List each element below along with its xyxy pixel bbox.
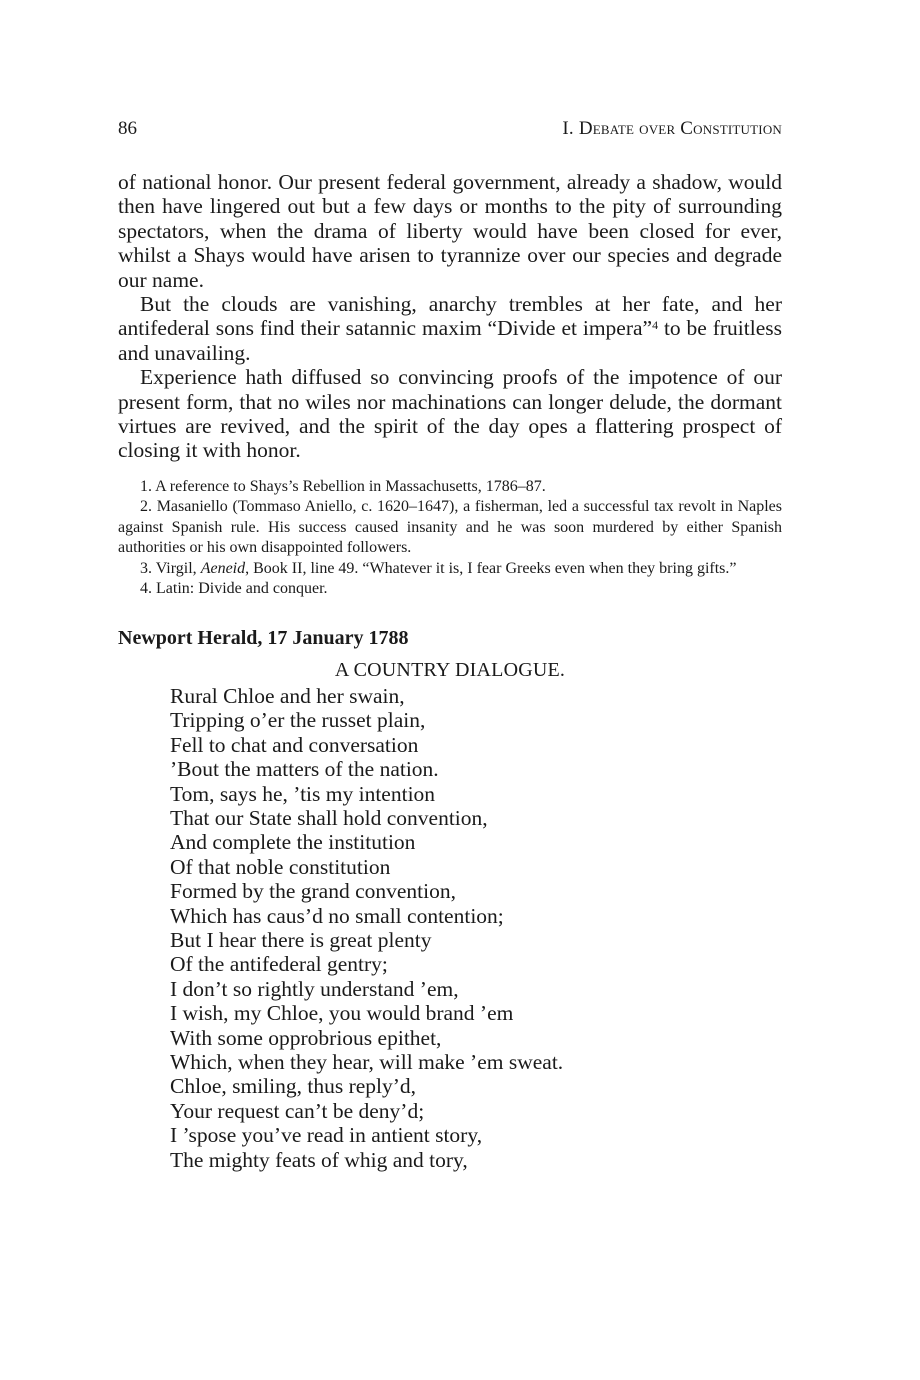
footnote-3-work-title: Aeneid	[200, 559, 246, 577]
body-text	[118, 170, 782, 463]
poem-line: Which, when they hear, will make ’em sweat.	[170, 1049, 564, 1074]
poem-line: Tripping o’er the russet plain,	[170, 708, 426, 733]
poem-line: But I hear there is great plenty	[170, 927, 432, 952]
poem-line: Formed by the grand convention,	[170, 879, 457, 904]
poem-line: Rural Chloe and her swain,	[170, 683, 405, 708]
paragraph-2-text: But the clouds are vanishing, anarchy trembles at her fate, and her antifederal sons find their satannic maxim “Divide et impera”	[118, 292, 782, 341]
running-head	[118, 118, 782, 148]
footnote-4: 4. Latin: Divide and conquer.	[140, 580, 328, 598]
poem-line: Your request can’t be deny’d;	[170, 1098, 425, 1123]
poem	[118, 684, 782, 1172]
poem-line: Fell to chat and conversation	[170, 732, 419, 757]
poem-line: With some opprobrious epithet,	[170, 1025, 442, 1050]
paragraph-2-text-end: to be fruitless and unavailing.	[118, 316, 782, 365]
footnote-ref-4: 4	[652, 318, 659, 333]
footnote-3-rest: , Book II, line 49. “Whatever it is, I fear Greeks even when they bring gifts.”	[245, 559, 737, 577]
footnotes	[118, 477, 782, 600]
poem-line: I wish, my Chloe, you would brand ’em	[170, 1001, 514, 1026]
footnote-3-lead: 3. Virgil,	[140, 559, 201, 577]
poem-line: Of that noble constitution	[170, 854, 391, 879]
poem-line: That our State shall hold convention,	[170, 805, 488, 830]
footnote-3	[118, 559, 782, 580]
poem-line: I ’spose you’ve read in antient story,	[170, 1123, 483, 1148]
page-number: 86	[118, 118, 137, 139]
poem-title: A COUNTRY DIALOGUE.	[334, 658, 566, 681]
poem-line: Tom, says he, ’tis my intention	[170, 781, 436, 806]
footnote-2: 2. Masaniello (Tommaso Aniello, c. 1620–1647), a fisherman, led a successful tax revolt in Naples against Spanish rule. His success caused insanity and he was soon murdered by either Spanish authorities or his own disappointed followers.	[118, 498, 782, 557]
poem-line: The mighty feats of whig and tory,	[170, 1147, 468, 1172]
poem-line: Chloe, smiling, thus reply’d,	[170, 1074, 417, 1099]
paragraph-2	[118, 292, 782, 365]
poem-line: Of the antifederal gentry;	[170, 952, 388, 977]
poem-line: ’Bout the matters of the nation.	[170, 757, 439, 782]
paragraph-3: Experience hath diffused so convincing proofs of the impotence of our present form, that no wiles nor machinations can longer delude, the dormant virtues are revived, and the spirit of the day opes a flattering prospect of closing it with honor.	[118, 365, 782, 463]
section-heading: Newport Herald, 17 January 1788	[118, 626, 409, 649]
book-page	[118, 118, 782, 1172]
poem-line: I don’t so rightly understand ’em,	[170, 976, 459, 1001]
paragraph-1: of national honor. Our present federal government, already a shadow, would then have lingered out but a few days or months to the pity of surrounding spectators, when the drama of liberty would have been closed for ever, whilst a Shays would have arisen to tyrannize over our species and degrade our name.	[118, 170, 782, 292]
running-title: I. Debate over Constitution	[562, 118, 782, 139]
poem-line: And complete the institution	[170, 830, 416, 855]
footnote-1: 1. A reference to Shays’s Rebellion in Massachusetts, 1786–87.	[140, 477, 546, 495]
poem-line: Which has caus’d no small contention;	[170, 903, 504, 928]
